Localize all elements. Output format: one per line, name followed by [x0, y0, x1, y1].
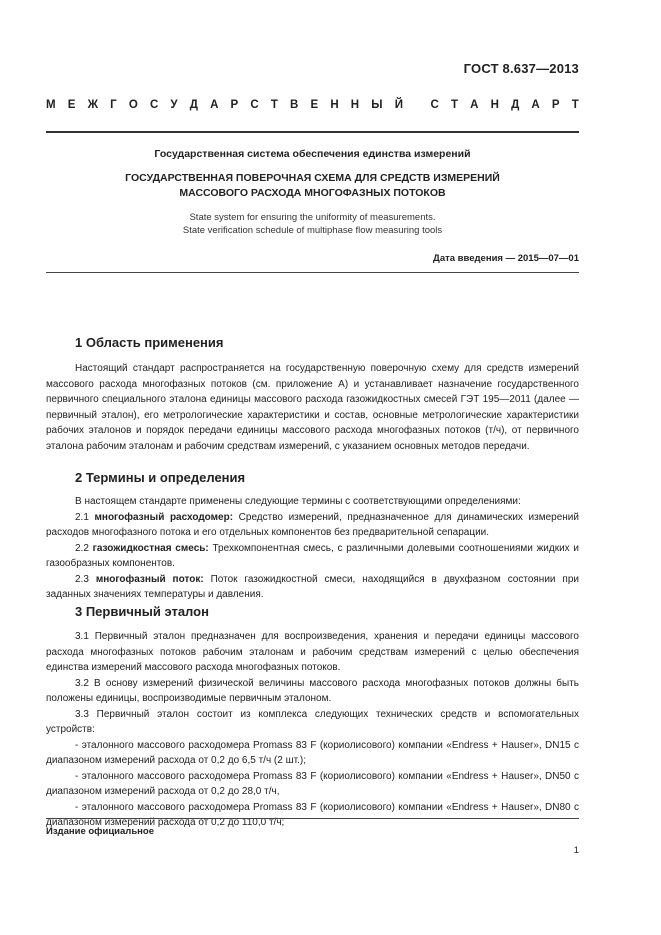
section-1-paragraph: Настоящий стандарт распространяется на государственную поверочную схему для средств измерений массового расхода многофазных потоков (см. приложение А) и устанавливает назначение государственного первичного специального эталона единицы массового расхода газожидкостных смесей ГЭТ 195—2011 (далее — первичный эталон), его метрологические характеристики и состав, основные метрологические характеристики рабочих эталонов и порядок передачи единицы массового расхода многофазных потоков (т/ч), от первичного эталона рабочим эталонам и рабочим средствам измерений, с указанием основных методов передачи. — [46, 363, 579, 452]
footer-rule — [46, 818, 579, 819]
category-letter: Н — [350, 99, 360, 111]
category-letter: Н — [330, 99, 339, 111]
term-number: 2.3 — [75, 573, 96, 585]
category-letter: Н — [490, 99, 499, 111]
section-2-body — [46, 494, 579, 603]
category-letter: Д — [511, 99, 520, 111]
category-letter: Г — [110, 99, 117, 111]
term-definition: Поток газожидкостной смеси, находящийся в двухфазном состоянии при заданных значениях температуры и давления. — [46, 573, 579, 600]
category-letter: У — [170, 99, 178, 111]
category-letter: Ж — [87, 99, 98, 111]
system-title: Государственная система обеспечения единства измерений — [154, 148, 471, 160]
category-letter: Е — [310, 99, 319, 111]
category-letter — [415, 99, 418, 111]
category-letter: А — [210, 99, 219, 111]
clause-3-3: 3.3 Первичный эталон состоит из комплекса следующих технических средств и вспомогательных устройств: — [46, 708, 579, 735]
english-title — [46, 211, 579, 237]
term-2-3 — [46, 572, 579, 603]
category-letter: Т — [571, 99, 579, 111]
standard-code: ГОСТ 8.637—2013 — [463, 61, 579, 76]
category-letter: А — [531, 99, 540, 111]
category-letter: Р — [230, 99, 239, 111]
section-2-heading: 2 Термины и определения — [75, 470, 246, 485]
term-number: 2.2 — [75, 542, 93, 554]
term-definition: Трехкомпонентная смесь, с различными долевыми соотношениями жидких и газообразных компонентов. — [46, 542, 579, 569]
category-letter: Й — [394, 99, 403, 111]
equipment-item: - эталонного массового расходомера Promass 83 F (кориолисового) компании «Endress + Hauser», DN80 с диапазоном измерений расхода от 0,2 до 110,0 т/ч; — [46, 801, 579, 828]
term-definition: Средство измерений, предназначенное для динамических измерений расходов многофазного потока и его отдельных компонентов без предварительной сепарации. — [46, 511, 579, 538]
category-letter: А — [470, 99, 479, 111]
section-1-body — [46, 361, 579, 454]
category-letter: В — [290, 99, 299, 111]
category-letter: С — [250, 99, 259, 111]
official-edition: Издание официальное — [46, 826, 154, 837]
title-line-1: ГОСУДАРСТВЕННАЯ ПОВЕРОЧНАЯ СХЕМА ДЛЯ СРЕДСТВ ИЗМЕРЕНИЙ — [125, 172, 500, 184]
english-title-line-2: State verification schedule of multiphase flow measuring tools — [182, 225, 443, 236]
term-name: газожидкостная смесь: — [92, 542, 209, 554]
section-3-body — [46, 629, 579, 831]
category-letter: Е — [67, 99, 76, 111]
document-title — [46, 171, 579, 201]
category-letter: Д — [189, 99, 198, 111]
clause-3-2: 3.2 В основу измерений физической величины массового расхода многофазных потоков должны быть положены единицы, воспроизводимые первичным эталоном. — [46, 677, 579, 704]
term-number: 2.1 — [75, 511, 95, 523]
category-letter: Т — [270, 99, 278, 111]
section-1-heading: 1 Область применения — [75, 335, 224, 350]
page-number: 1 — [573, 845, 579, 856]
standard-category — [46, 99, 579, 111]
equipment-item: - эталонного массового расходомера Promass 83 F (кориолисового) компании «Endress + Hauser», DN50 с диапазоном измерений расхода от 0,2 до 28,0 т/ч, — [46, 770, 579, 797]
equipment-item: - эталонного массового расходомера Promass 83 F (кориолисового) компании «Endress + Hauser», DN15 с диапазоном измерений расхода от 0,2 до 6,5 т/ч (2 шт.); — [46, 739, 579, 766]
clause-3-1: 3.1 Первичный эталон предназначен для воспроизведения, хранения и передачи единицы массового расхода многофазных потоков рабочим эталонам и рабочим средствам измерений с целью обеспечения единства измерений массового расхода многофазных потоков. — [46, 631, 579, 673]
effective-date: Дата введения — 2015—07—01 — [433, 253, 579, 264]
date-rule — [46, 272, 579, 273]
term-2-1 — [46, 510, 579, 541]
title-line-2: МАССОВОГО РАСХОДА МНОГОФАЗНЫХ ПОТОКОВ — [179, 187, 446, 199]
section-3-heading: 3 Первичный эталон — [75, 604, 209, 619]
category-letter: О — [128, 99, 138, 111]
category-letter: Т — [450, 99, 458, 111]
term-2-2 — [46, 541, 579, 572]
term-name: многофазный поток: — [95, 573, 204, 585]
category-letter: Р — [551, 99, 560, 111]
category-letter: Ы — [371, 99, 383, 111]
term-name: многофазный расходомер: — [94, 511, 234, 523]
category-letter: С — [149, 99, 159, 111]
header-rule — [46, 131, 579, 133]
category-letter: М — [46, 99, 56, 111]
category-letter: С — [430, 99, 439, 111]
english-title-line-1: State system for ensuring the uniformity of measurements. — [189, 212, 436, 223]
section-2-intro: В настоящем стандарте применены следующие термины с соответствующими определениями: — [75, 496, 521, 507]
